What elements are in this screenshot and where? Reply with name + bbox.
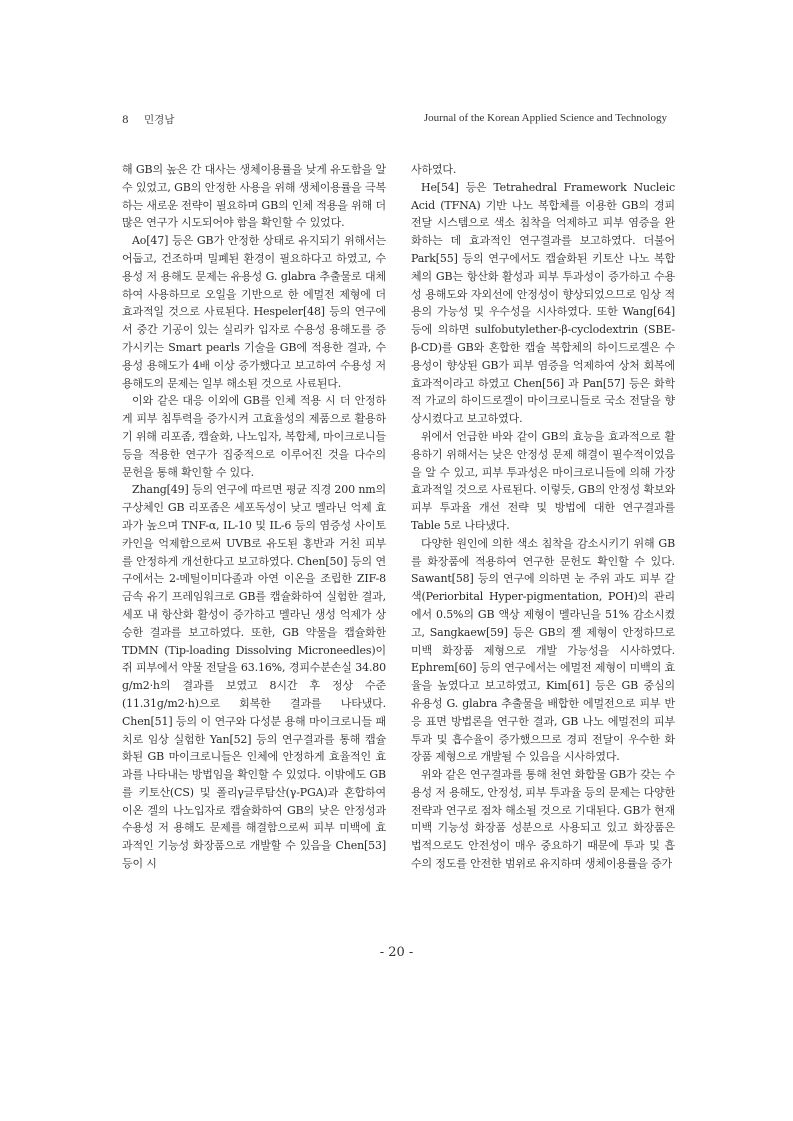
header-page-number: 8 [122,114,129,126]
paragraph: 위와 같은 연구결과를 통해 천연 화합물 GB가 갖는 수용성 저 용해도, 안정성, 피부 투과율 등의 문제는 다양한 전략과 연구로 점차 해소될 것으로 기대된다. GB가 현재 미백 기능성 화장품 성분으로 사용되고 있고 화장품은 법적으로도 안전성이 매우 중요하기 때문에 투과 및 흡수의 정도를 안전한 범위로 유지하며 생체이용률을 증가 [411,768,675,871]
header-left [122,112,174,127]
header-author: 민경남 [144,114,175,126]
paragraph: 이와 같은 대응 이외에 GB를 인체 적용 시 더 안정하게 피부 침투력을 증가시켜 고효율성의 제품으로 활용하기 위해 리포좀, 캡슐화, 나노입자, 복합체, 마이크로니들 등을 적용한 연구가 집중적으로 이루어진 것을 다수의 문헌을 통해 확인할 수 있다. [122,394,386,479]
page-footer-number: - 20 - [379,945,414,960]
right-column [411,161,675,873]
paragraph: Zhang[49] 등의 연구에 따르면 평균 직경 200 nm의 구상체인 GB 리포좀은 세포독성이 낮고 멜라닌 억제 효과가 높으며 TNF-α, IL-10 및 IL-6 등의 염증성 사이토카인을 억제함으로써 UVB로 유도된 홍반과 거친 피부를 안정하게 개선한다고 보고하였다. Chen[50] 등의 연구에서는 2-메틸이미다졸과 아연 이온을 조립한 ZIF-8 금속 유기 프레임워크로 GB를 캡슐화하여 실험한 결과, 세포 내 항산화 활성이 증가하고 멜라닌 생성 억제가 상승한 결과를 보고하였다. 또한, GB 약물을 캡슐화한 TDMN (Tip-loading Dissolving Microneedles)이 쥐 피부에서 약물 전달을 63.16%, 경피수분손실 34.80 g/m2·h의 결과를 보였고 8시간 후 정상 수준(11.31g/m2·h)으로 회복한 결과를 나타냈다. Chen[51] 등의 이 연구와 다성분 용해 마이크로니들 패치로 임상 실험한 Yan[52] 등의 연구결과를 통해 캡슐화된 GB 마이크로니들은 인체에 안정하게 효율적인 효과를 나타내는 방법임을 확인할 수 있었다. 이밖에도 GB를 키토산(CS) 및 폴리γ글루탐산(γ-PGA)과 혼합하여 이온 겔의 나노입자로 캡슐화하여 GB의 낮은 안정성과 수용성 저 용해도 문제를 해결함으로써 피부 미백에 효과적인 기능성 화장품으로 개발할 수 있음을 Chen[53] 등이 시 [122,483,387,871]
paragraph: 다양한 원인에 의한 색소 침착을 감소시키기 위해 GB를 화장품에 적용하여 연구한 문헌도 확인할 수 있다. Sawant[58] 등의 연구에 의하면 눈 주위 과도 피부 갈색(Periorbital Hyper-pigmentation, POH)의 관리에서 0.5%의 GB 액상 제형이 멜라닌을 51% 감소시켰고, Sangkaew[59] 등은 GB의 젤 제형이 안정하므로 미백 화장품 제형으로 개발 가능성을 시사하였다. Ephrem[60] 등의 연구에서는 에멀전 제형이 미백의 효율을 높였다고 보고하였고, Kim[61] 등은 GB 중심의 유용성 G. glabra 추출물을 배합한 에멀전으로 피부 반응 표면 방법론을 연구한 결과, GB 나노 에멀전의 피부 투과 및 흡수율이 증가했으므로 경피 전달이 우수한 화장품 제형으로 개발될 수 있음을 시사하였다. [411,536,675,764]
paragraph: 위에서 언급한 바와 같이 GB의 효능을 효과적으로 활용하기 위해서는 낮은 안정성 문제 해결이 필수적이었음을 알 수 있고, 피부 투과성은 마이크로니들에 의해 가장 효과적일 것으로 사료된다. 이렇듯, GB의 안정성 확보와 피부 투과율 개선 전략 및 방법에 대한 연구결과를 Table 5로 나타냈다. [411,429,675,532]
paragraph: Ao[47] 등은 GB가 안정한 상태로 유지되기 위해서는 어둡고, 건조하며 밀폐된 환경이 필요하다고 하였고, 수용성 저 용해도 문제는 유용성 G. glabra 추출물로 대체하여 사용하므로 오일을 기반으로 한 에멀전 제형에 더 효과적일 것으로 사료된다. Hespeler[48] 등의 연구에서 중간 기공이 있는 실리카 입자로 수용성 용해도를 증가시키는 Smart pearls 기술을 GB에 적용한 결과, 수용성 용해도가 4배 이상 증가했다고 보고하여 수용성 저 용해도의 문제는 일부 해소된 것으로 사료된다. [122,234,386,390]
running-header [122,112,667,128]
left-column [122,161,386,873]
paragraph: 해 GB의 높은 간 대사는 생체이용률을 낮게 유도함을 알 수 있었고, GB의 안정한 사용을 위해 생체이용률을 극복하는 새로운 전략이 필요하며 GB의 인체 적용을 위해 더 많은 연구가 시도되어야 함을 확인할 수 있었다. [122,163,386,230]
paragraph: He[54] 등은 Tetrahedral Framework Nucleic Acid (TFNA) 기반 나노 복합체를 이용한 GB의 경피 전달 시스템으로 색소 침착을 억제하고 피부 염증을 완화하는 데 효과적인 연구결과를 보고하였다. 더불어 Park[55] 등의 연구에서도 캡슐화된 키토산 나노 복합체의 GB는 항산화 활성과 피부 투과성이 증가하고 수용성 용해도와 자외선에 안정성이 향상되었으므로 임상 적용의 가능성 및 우수성을 시사하였다. 또한 Wang[64] 등에 의하면 sulfobutylether-β-cyclodextrin (SBE-β-CD)를 GB와 혼합한 캡슐 복합체의 하이드로겔은 수용성이 향상된 GB가 피부 염증을 억제하여 상처 회복에 효과적이라고 하였고 Chen[56] 과 Pan[57] 등은 화학적 가교의 하이드로겔이 마이크로니들로 국소 전달을 향상시켰다고 보고하였다. [411,180,675,426]
header-journal-title: Journal of the Korean Applied Science and Technology [423,112,667,124]
paragraph: 사하였다. [411,163,457,176]
